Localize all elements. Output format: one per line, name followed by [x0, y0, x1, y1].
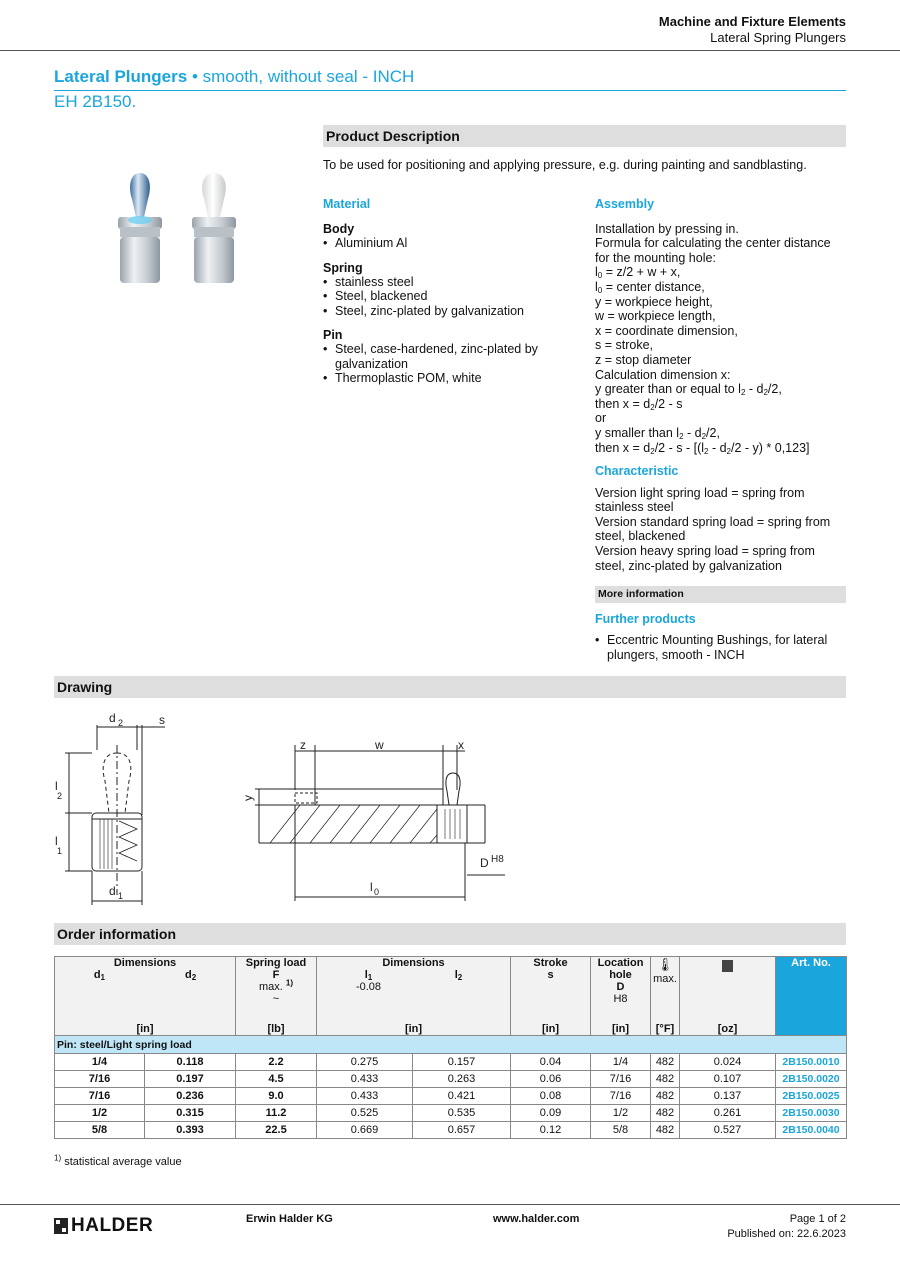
svg-text:y: y [241, 795, 255, 801]
svg-text:1: 1 [118, 891, 124, 901]
further-product-link[interactable]: • Eccentric Mounting Bushings, for lateral plungers, smooth - INCH [595, 633, 846, 662]
product-code: EH 2B150. [54, 92, 137, 111]
footer-rule [0, 1204, 900, 1205]
col-header: Location hole D H8 [591, 957, 651, 1006]
order-table [54, 956, 847, 1139]
table-row: 7/16 0.197 4.5 0.433 0.263 0.06 7/16 482 0.107 2B150.0020 [55, 1071, 847, 1088]
table-row: 7/16 0.236 9.0 0.433 0.421 0.08 7/16 482 0.137 2B150.0025 [55, 1088, 847, 1105]
assembly-def: y = workpiece height, [595, 294, 713, 309]
header-rule [0, 50, 900, 51]
footer-website[interactable]: www.halder.com [493, 1213, 580, 1225]
footer-company: Erwin Halder KG [246, 1213, 333, 1225]
title-rule [54, 90, 846, 91]
technical-drawing [45, 705, 525, 910]
svg-text:1: 1 [57, 846, 63, 856]
assembly-def: z = stop diameter [595, 352, 692, 367]
characteristic-section [595, 464, 846, 573]
unit: [in] [511, 1005, 591, 1036]
unit: [in] [591, 1005, 651, 1036]
footnote: $^{1)}$ statistical average value [54, 1153, 182, 1168]
svg-text:D: D [480, 856, 489, 870]
svg-text:0: 0 [374, 887, 380, 897]
assembly-formula: $l_0$ = center distance, [595, 279, 705, 295]
svg-text:d: d [109, 711, 116, 725]
svg-text:x: x [458, 738, 464, 752]
product-description-heading: Product Description [323, 125, 846, 147]
table-row: 5/8 0.393 22.5 0.669 0.657 0.12 5/8 482 0.527 2B150.0040 [55, 1122, 847, 1139]
drawing-heading: Drawing [54, 676, 846, 698]
weight-icon [722, 960, 733, 972]
assembly-def: Calculation dimension x: [595, 367, 731, 382]
material-body-title: Body [323, 222, 355, 236]
svg-text:2: 2 [118, 718, 124, 728]
characteristic-heading: Characteristic [595, 464, 679, 478]
assembly-formula: $l_0 = z/2 + w + x$, [595, 265, 681, 281]
svg-text:z: z [300, 738, 306, 752]
art-no-link[interactable]: 2B150.0040 [776, 1122, 847, 1139]
list-item: • Steel, zinc-plated by galvanization [323, 304, 573, 319]
product-photo [110, 165, 245, 300]
more-information-heading: More information [595, 586, 846, 603]
art-no-link[interactable]: 2B150.0025 [776, 1088, 847, 1105]
col-header: Dimensions $l_1$ $-0.08l_2$ [317, 957, 511, 1006]
assembly-intro: Installation by pressing in. [595, 221, 739, 236]
col-header-art-no: Art. No. [776, 957, 847, 1036]
thermometer-icon: 🌡 [656, 957, 674, 972]
svg-text:s: s [159, 713, 165, 727]
col-header: Stroke s [511, 957, 591, 1006]
list-item: • Steel, case-hardened, zinc-plated by galvanization [323, 342, 543, 371]
col-header: Spring load F max. $^{1)}$ ~ [236, 957, 317, 1006]
assembly-or: or [595, 411, 607, 426]
unit: [in] [317, 1005, 511, 1036]
table-row: 1/2 0.315 11.2 0.525 0.535 0.09 1/2 482 0.261 2B150.0030 [55, 1105, 847, 1122]
assembly-condition: then $x = d_2/2 - s$ [595, 396, 683, 412]
col-header-temperature: 🌡 max. [651, 957, 680, 1006]
footer-page: Page 1 of 2 [789, 1213, 846, 1225]
header-category: Machine and Fixture Elements [658, 14, 846, 29]
svg-text:d: d [109, 884, 116, 898]
list-item: • stainless steel [323, 275, 573, 290]
title-main: Lateral Plungers [54, 67, 188, 86]
assembly-section [595, 197, 846, 455]
further-products-list [595, 633, 846, 662]
assembly-heading: Assembly [595, 197, 655, 211]
unit: [oz] [680, 1005, 776, 1036]
art-no-link[interactable]: 2B150.0010 [776, 1054, 847, 1071]
characteristic-line: Version standard spring load = spring from steel, blackened [595, 514, 831, 544]
header-subcategory: Lateral Spring Plungers [710, 30, 846, 45]
title-separator: • [191, 67, 198, 86]
assembly-condition: y greater than or equal to $l_2 - d_2/2$, [595, 382, 782, 398]
svg-text:l: l [55, 779, 58, 793]
footer-published: Published on: 22.6.2023 [727, 1228, 846, 1240]
order-information-heading: Order information [54, 923, 846, 945]
material-body-list [323, 236, 573, 251]
list-item: • Thermoplastic POM, white [323, 371, 543, 386]
col-header: Dimensions $d_1$ $d_2$ [55, 957, 236, 1006]
assembly-condition: then $x = d_2/2 - s - [(l_2 - d_2/2 - y) * 0,123]$ [595, 440, 810, 456]
unit: [lb] [236, 1005, 317, 1036]
characteristic-line: Version light spring load = spring from stainless steel [595, 485, 805, 515]
material-spring-list [323, 275, 573, 319]
list-item: • Steel, blackened [323, 289, 573, 304]
table-row: 1/4 0.118 2.2 0.275 0.157 0.04 1/4 482 0.024 2B150.0010 [55, 1054, 847, 1071]
svg-text:w: w [375, 738, 384, 752]
unit: [in] [55, 1005, 236, 1036]
further-products-heading: Further products [595, 612, 696, 626]
title-sub: smooth, without seal - INCH [202, 67, 415, 86]
halder-logo: HALDER [54, 1216, 153, 1236]
page-title [54, 67, 414, 87]
assembly-condition: y smaller than $l_2 - d_2/2$, [595, 425, 720, 441]
product-description-text: To be used for positioning and applying pressure, e.g. during painting and sandblasting. [323, 158, 807, 172]
art-no-link[interactable]: 2B150.0020 [776, 1071, 847, 1088]
list-item: • Aluminium Al [323, 236, 573, 251]
svg-text:l: l [370, 880, 373, 894]
col-header-weight [680, 957, 776, 1006]
svg-text:l: l [55, 834, 58, 848]
assembly-intro: Formula for calculating the center distance for the mounting hole: [595, 236, 831, 265]
material-pin-title: Pin [323, 328, 343, 342]
material-pin-list [323, 342, 543, 386]
assembly-def: w = workpiece length, [595, 309, 716, 324]
art-no-link[interactable]: 2B150.0030 [776, 1105, 847, 1122]
assembly-def: x = coordinate dimension, [595, 323, 738, 338]
material-spring-title: Spring [323, 260, 363, 275]
group-row: Pin: steel/Light spring load [55, 1036, 847, 1054]
svg-text:H8: H8 [491, 854, 504, 865]
svg-text:2: 2 [57, 791, 63, 801]
logo-mark-icon [54, 1218, 68, 1234]
assembly-def: s = stroke, [595, 338, 654, 353]
unit: [°F] [651, 1005, 680, 1036]
material-section [323, 197, 573, 386]
characteristic-line: Version heavy spring load = spring from steel, zinc-plated by galvanization [595, 543, 815, 573]
material-heading: Material [323, 197, 371, 211]
